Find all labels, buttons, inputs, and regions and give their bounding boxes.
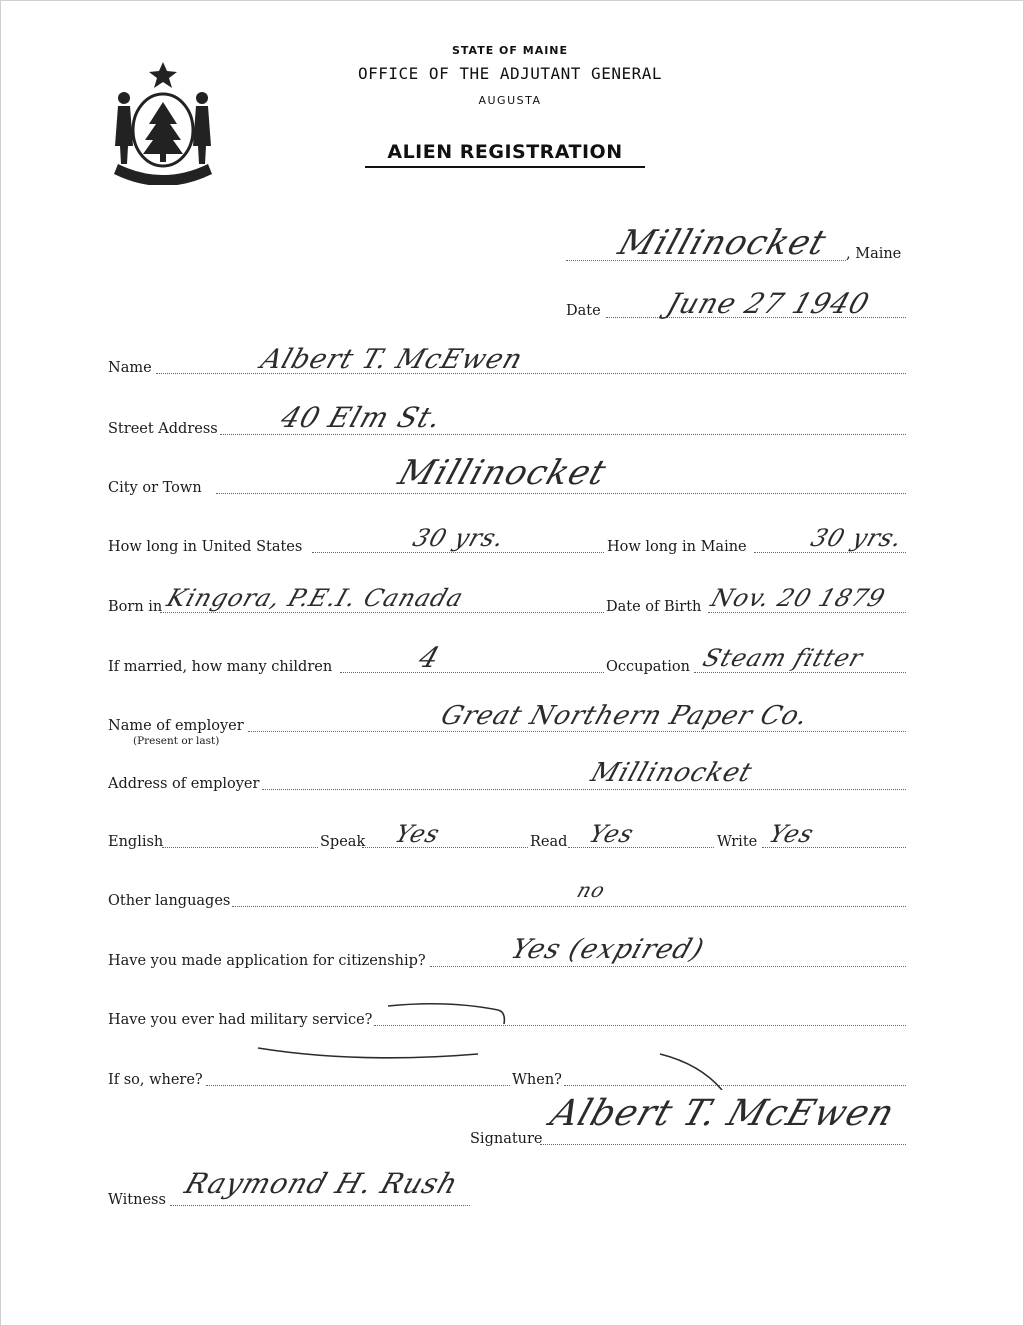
- children-value[interactable]: 4: [414, 641, 445, 674]
- employer-address-line: [262, 789, 906, 790]
- dob-line: [708, 612, 906, 613]
- children-line: [340, 672, 604, 673]
- employer-line: [248, 731, 906, 732]
- employer-address-value[interactable]: Millinocket: [587, 758, 757, 788]
- street-line: [220, 434, 906, 435]
- maine-years-value[interactable]: 30 yrs.: [807, 524, 907, 552]
- citizenship-value[interactable]: Yes (expired): [506, 934, 709, 965]
- us-years-line: [312, 552, 604, 553]
- street-value[interactable]: 40 Elm St.: [276, 401, 447, 434]
- write-label: Write: [717, 834, 758, 850]
- signature-line: [540, 1144, 906, 1145]
- maine-state-seal-icon: [108, 60, 218, 185]
- where-label: If so, where?: [108, 1072, 203, 1088]
- place-value[interactable]: Millinocket: [613, 223, 832, 263]
- other-languages-line: [232, 906, 906, 907]
- children-label: If married, how many children: [108, 659, 333, 675]
- read-label: Read: [530, 834, 568, 850]
- occupation-value[interactable]: Steam fitter: [699, 644, 868, 672]
- born-label: Born in: [108, 599, 163, 615]
- title-underline: [365, 166, 645, 168]
- born-line: [160, 612, 604, 613]
- military-label: Have you ever had military service?: [108, 1012, 373, 1028]
- employer-value[interactable]: Great Northern Paper Co.: [437, 701, 813, 731]
- city-label: City or Town: [108, 480, 202, 496]
- speak-value[interactable]: Yes: [391, 820, 444, 848]
- state-heading: STATE OF MAINE: [451, 44, 569, 57]
- us-years-label: How long in United States: [108, 539, 303, 555]
- us-years-value[interactable]: 30 yrs.: [409, 524, 509, 552]
- military-dash-stroke: [380, 1000, 520, 1030]
- dob-value[interactable]: Nov. 20 1879: [707, 584, 890, 612]
- office-heading: OFFICE OF THE ADJUTANT GENERAL: [358, 64, 662, 83]
- employer-address-label: Address of employer: [108, 776, 260, 792]
- witness-line: [170, 1205, 470, 1206]
- witness-label: Witness: [108, 1192, 166, 1208]
- city-value[interactable]: Millinocket: [393, 453, 612, 493]
- citizenship-label: Have you made application for citizenship?: [108, 953, 426, 969]
- other-languages-value[interactable]: no: [574, 878, 609, 902]
- city-heading: AUGUSTA: [478, 94, 542, 107]
- name-label: Name: [108, 360, 152, 376]
- speak-label: Speak: [320, 834, 366, 850]
- signature-value[interactable]: Albert T. McEwen: [545, 1093, 901, 1134]
- name-value[interactable]: Albert T. McEwen: [256, 344, 527, 375]
- employer-sublabel: (Present or last): [133, 735, 220, 747]
- other-languages-label: Other languages: [108, 893, 231, 909]
- write-value[interactable]: Yes: [765, 820, 818, 848]
- place-label: , Maine: [846, 246, 902, 262]
- city-line: [216, 493, 906, 494]
- english-label: English: [108, 834, 164, 850]
- read-value[interactable]: Yes: [585, 820, 638, 848]
- when-label: When?: [512, 1072, 562, 1088]
- form-title: ALIEN REGISTRATION: [387, 141, 623, 163]
- witness-value[interactable]: Raymond H. Rush: [180, 1167, 463, 1200]
- occupation-line: [694, 672, 906, 673]
- born-value[interactable]: Kingora, P.E.I. Canada: [163, 584, 468, 612]
- date-value[interactable]: June 27 1940: [662, 287, 875, 320]
- speak-line: [362, 847, 528, 848]
- dob-label: Date of Birth: [606, 599, 702, 615]
- citizenship-line: [430, 966, 906, 967]
- street-label: Street Address: [108, 421, 218, 437]
- english-line: [162, 847, 318, 848]
- occupation-label: Occupation: [606, 659, 690, 675]
- maine-years-label: How long in Maine: [607, 539, 747, 555]
- maine-years-line: [754, 552, 906, 553]
- employer-label: Name of employer: [108, 718, 244, 734]
- where-when-dash-strokes: [250, 1040, 730, 1090]
- date-label: Date: [566, 303, 601, 319]
- signature-label: Signature: [470, 1131, 543, 1147]
